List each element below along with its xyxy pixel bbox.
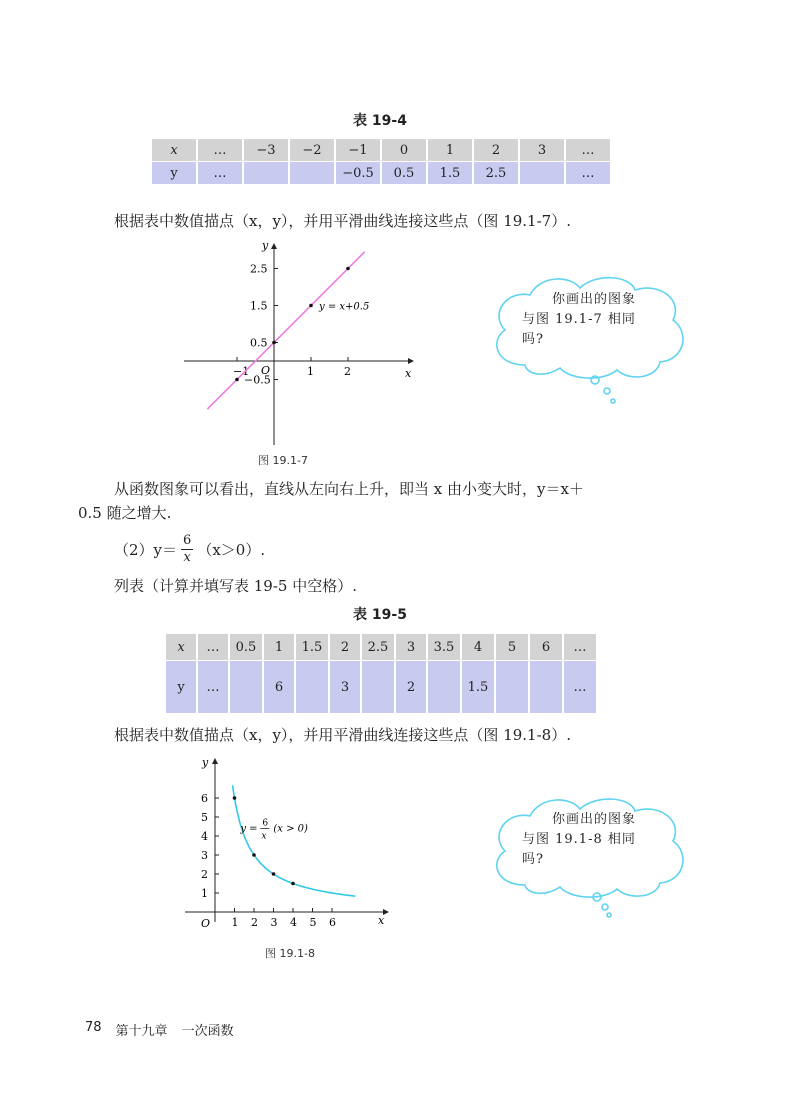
item-2-numerator: 6	[183, 533, 192, 548]
table1-caption: 表 19-4	[353, 113, 407, 129]
table2-caption: 表 19-5	[353, 607, 407, 623]
table1.x-cell: −2	[290, 139, 334, 161]
y-axis-arrow	[271, 243, 277, 249]
figure2-caption: 图 19.1-8	[265, 947, 315, 960]
cloud-1-line-3: 吗?	[522, 332, 544, 347]
item-2-prefix: （2）y＝	[114, 540, 178, 559]
line-annotation: y = x+0.5	[319, 301, 370, 313]
x-tick-label: 5	[309, 916, 317, 929]
table2.x-cell: 5	[496, 634, 528, 660]
x-tick-label: −1	[233, 365, 250, 378]
curve-annotation-denominator: x	[261, 831, 267, 842]
figure-19-1-8	[185, 752, 400, 937]
paragraph-3: 列表（计算并填写表 19-5 中空格）.	[114, 577, 358, 595]
chapter-title: 一次函数	[181, 1024, 234, 1039]
table2.x-cell: 3	[396, 634, 426, 660]
curve-y-equals-6-over-x	[233, 785, 356, 896]
table2.y-cell	[230, 661, 262, 713]
curve-annotation-suffix: (x > 0)	[273, 823, 308, 835]
x-axis-arrow	[408, 358, 414, 364]
table2.y-cell: 1.5	[462, 661, 494, 713]
y-tick-label: 1	[201, 887, 208, 900]
x-axis-label: x	[378, 914, 385, 927]
item-2	[114, 533, 265, 566]
cloud-2-line-1: 你画出的图象	[552, 812, 637, 827]
chapter-label: 第十九章	[115, 1024, 168, 1039]
table2.y-cell	[362, 661, 394, 713]
y-tick-label: 0.5	[250, 336, 268, 350]
table2.x-cell: 1.5	[296, 634, 328, 660]
table-19-5	[164, 633, 598, 714]
table1.y-cell	[520, 162, 564, 184]
line-y-equals-x-plus-0-5	[207, 252, 364, 409]
item-2-suffix: （x＞0）.	[197, 540, 266, 559]
x-tick-label: 2	[251, 916, 258, 929]
figure1-caption: 图 19.1-7	[258, 454, 308, 467]
figure-19-1-7	[170, 235, 430, 455]
page-number: 78	[85, 1020, 102, 1035]
cloud-1-text	[522, 290, 672, 350]
table2.x-cell: 0.5	[230, 634, 262, 660]
x-tick-label: 2	[344, 365, 351, 378]
x-tick-label: 1	[307, 365, 314, 378]
x-tick-label: 1	[231, 916, 239, 929]
y-tick-label: 6	[201, 792, 208, 805]
paragraph-2-line-1: 从函数图象可以看出，直线从左向右上升，即当 x 由小变大时，y＝x＋	[114, 480, 584, 498]
y-tick-label: 2.5	[250, 262, 268, 276]
table1.y-cell: 0.5	[382, 162, 426, 184]
data-point	[272, 341, 276, 345]
table1.x-cell: 3	[520, 139, 564, 161]
table2.y-cell: 6	[264, 661, 294, 713]
paragraph-2	[78, 477, 714, 525]
table1.x-cell: 1	[428, 139, 472, 161]
cloud-1-line-1: 你画出的图象	[552, 292, 637, 307]
table2.x-cell: 2.5	[362, 634, 394, 660]
data-point	[235, 378, 239, 382]
table1.y-cell: 2.5	[474, 162, 518, 184]
data-point	[291, 882, 295, 886]
cloud-2-line-3: 吗?	[522, 852, 544, 867]
table1.x-cell: …	[198, 139, 242, 161]
table2.y-cell	[496, 661, 528, 713]
table2.x-cell: 2	[330, 634, 360, 660]
table2.x-cell: 1	[264, 634, 294, 660]
data-point	[346, 267, 350, 271]
data-point	[309, 304, 313, 308]
x-axis-label: x	[405, 367, 412, 380]
y-tick-label: 3	[201, 849, 208, 862]
table2.x-cell: …	[564, 634, 596, 660]
table2.y-cell	[296, 661, 328, 713]
item-2-denominator: x	[183, 550, 191, 565]
table1.y-cell: −0.5	[336, 162, 380, 184]
table2.x-cell: 3.5	[428, 634, 460, 660]
data-point	[233, 796, 237, 800]
table2.y-cell	[530, 661, 562, 713]
x-tick-label: 3	[270, 916, 278, 929]
origin-label: O	[261, 364, 271, 377]
table1.x-cell: x	[152, 139, 196, 161]
y-axis-label: y	[262, 239, 269, 252]
y-axis-arrow	[212, 758, 218, 764]
table1.x-cell: 0	[382, 139, 426, 161]
y-tick-label: 1.5	[250, 299, 268, 313]
y-tick-label: 4	[201, 830, 208, 843]
table2.y-cell: 3	[330, 661, 360, 713]
paragraph-1: 根据表中数值描点（x，y），并用平滑曲线连接这些点（图 19.1-7）.	[114, 212, 571, 230]
cloud-2-line-2: 与图 19.1-8 相同	[522, 832, 636, 847]
cloud-1-line-2: 与图 19.1-7 相同	[522, 312, 636, 327]
item-2-fraction	[181, 533, 193, 566]
table1.x-cell: 2	[474, 139, 518, 161]
cloud-2-text	[522, 810, 672, 870]
curve-annotation-prefix: y =	[240, 823, 258, 835]
table2.y-cell: …	[198, 661, 228, 713]
y-tick-label: 2	[201, 868, 208, 881]
table2.x-cell: 4	[462, 634, 494, 660]
x-tick-label: 4	[290, 916, 297, 929]
table2.x-cell: …	[198, 634, 228, 660]
table1.y-cell: …	[198, 162, 242, 184]
table1.y-cell	[290, 162, 334, 184]
table2.y-cell	[428, 661, 460, 713]
table2.x-cell: 6	[530, 634, 562, 660]
y-tick-label: −0.5	[244, 373, 271, 387]
table1.y-cell	[244, 162, 288, 184]
table-19-4	[150, 138, 612, 185]
page-footer	[85, 1020, 234, 1039]
table1.x-cell: −3	[244, 139, 288, 161]
y-tick-label: 5	[201, 811, 208, 824]
y-axis-label: y	[202, 756, 209, 769]
paragraph-2-line-2: 0.5 随之增大.	[78, 504, 172, 522]
table1.x-cell: …	[566, 139, 610, 161]
curve-annotation-numerator: 6	[262, 818, 269, 829]
table1.y-cell: …	[566, 162, 610, 184]
table1.y-cell: 1.5	[428, 162, 472, 184]
table2.y-cell: 2	[396, 661, 426, 713]
paragraph-4: 根据表中数值描点（x，y），并用平滑曲线连接这些点（图 19.1-8）.	[114, 726, 571, 744]
origin-label: O	[201, 917, 211, 930]
table2.x-cell: x	[166, 634, 196, 660]
data-point	[252, 853, 256, 857]
table2.y-cell: …	[564, 661, 596, 713]
data-point	[272, 872, 276, 876]
table1.y-cell: y	[152, 162, 196, 184]
x-tick-label: 6	[329, 916, 336, 929]
table2.y-cell: y	[166, 661, 196, 713]
table1.x-cell: −1	[336, 139, 380, 161]
